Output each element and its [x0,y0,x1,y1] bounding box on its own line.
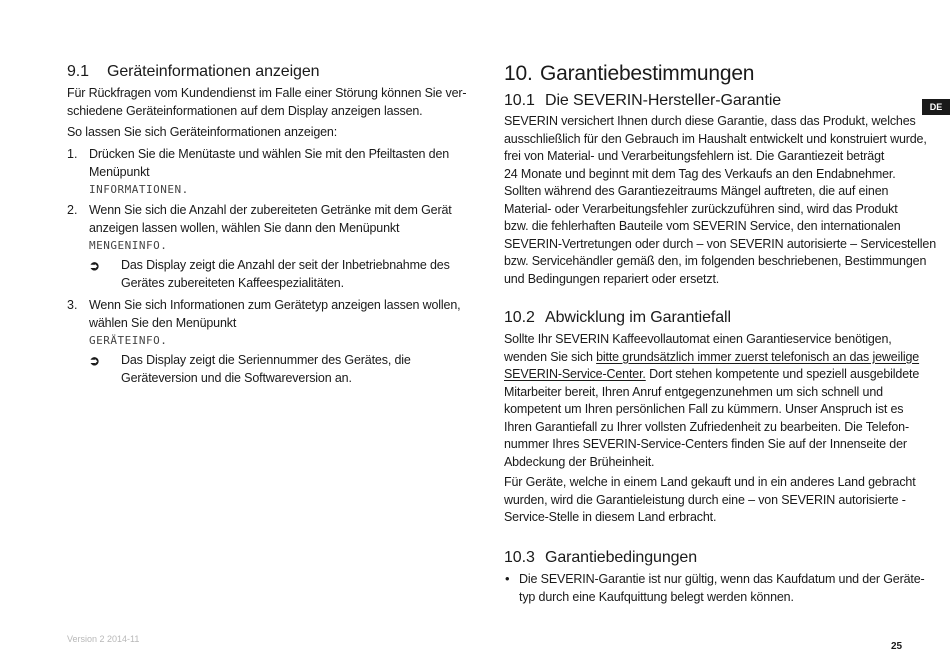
paragraph-line: Material- oder Verarbeitungsfehler zurückzuführen sind, wird das Produkt [504,201,898,216]
step-line: Wenn Sie sich Informationen zum Gerätetyp anzeigen lassen wollen, [89,298,461,312]
step-2-text [89,202,452,255]
chapter-heading-10 [504,62,754,86]
result-arrow-icon: ➲ [89,353,100,368]
paragraph-line: kompetent um Ihren persönlichen Fall zu kümmern. Unser Anspruch ist es [504,402,904,416]
step-number: 1. [67,147,78,161]
step-line: wählen Sie den Menüpunkt [89,315,237,330]
paragraph-line: und Bedingungen repariert oder ersetzt. [504,271,720,286]
paragraph-line: typ durch eine Kaufquittung belegt werden können. [519,589,794,604]
conditions-item [519,571,925,606]
step-3-text [89,297,460,350]
section-heading-10-3 [504,549,697,567]
section-title: Abwicklung im Garantiefall [545,309,731,326]
step-1-text [89,146,449,199]
intro-paragraph [67,85,466,120]
warranty-paragraph [504,113,936,288]
section-number: 10.3 [504,549,535,566]
step-number: 2. [67,203,78,217]
paragraph-line: Die SEVERIN-Garantie ist nur gültig, wenn das Kaufdatum und der Geräte- [519,572,925,586]
menu-code: GERÄTEINFO. [89,334,168,347]
underlined-text: SEVERIN-Service-Center. [504,367,646,381]
paragraph-line: bzw. die fehlerhaften Bauteile vom SEVERIN Service, den internationalen [504,219,901,233]
paragraph-line: 24 Monate und beginnt mit dem Tag des Verkaufs an den Endabnehmer. [504,166,896,181]
section-number: 10.1 [504,92,535,109]
result-line: Das Display zeigt die Anzahl der seit der Inbetriebnahme des [121,258,450,272]
section-title: Garantiebedingungen [545,549,698,566]
paragraph-line [504,349,919,367]
step-line: anzeigen lassen wollen, wählen Sie dann den Menüpunkt [89,220,400,235]
paragraph-line: Abdeckung der Brüheinheit. [504,454,655,469]
paragraph-line: SEVERIN-Vertretungen oder durch – von SEVERIN autorisierte – Servicestellen [504,236,937,251]
result-line: Geräteversion und die Softwareversion an. [121,370,352,385]
step-line: Wenn Sie sich die Anzahl der zubereiteten Getränke mit dem Gerät [89,203,452,217]
section-heading-10-2 [504,309,731,327]
bullet-icon: • [505,571,510,586]
section-heading-9-1 [67,63,319,81]
lead-text: So lassen Sie sich Geräteinformationen anzeigen: [67,125,338,139]
claim-paragraph [504,331,919,471]
language-tab: DE [922,99,950,115]
step-2-result [121,257,450,292]
intro-line: Für Rückfragen vom Kundendienst im Falle einer Störung können Sie ver- [67,86,467,100]
step-line: Menüpunkt [89,164,150,179]
section-heading-10-1 [504,92,781,110]
version-footer: Version 2 2014-11 [67,634,140,644]
paragraph-line: ausschließlich für den Gebrauch im Haushalt entwickelt und konstruiert wurde, [504,131,927,146]
section-title: Geräteinformationen anzeigen [107,63,320,80]
result-line: Das Display zeigt die Seriennummer des Gerätes, die [121,353,411,367]
paragraph-line: frei von Material- und Verarbeitungsfehlern ist. Die Garantiezeit beträgt [504,149,885,163]
page-number: 25 [891,641,903,652]
menu-code: INFORMATIONEN. [89,183,189,196]
paragraph-line: Ihren Garantiefall zu Ihrer vollsten Zufriedenheit zu bearbeiten. Die Telefon- [504,419,909,434]
paragraph-line: wurden, wird die Garantieleistung durch eine – von SEVERIN autorisierte - [504,492,906,507]
step-number: 3. [67,298,78,312]
paragraph-text: Dort stehen kompetente und speziell ausgebildete [645,367,920,381]
paragraph-line: bzw. Servicehändler gemäß den, im folgenden beschriebenen, Bestimmungen [504,254,927,268]
intro-line: schiedene Geräteinformationen auf dem Display anzeigen lassen. [67,103,423,118]
chapter-title: Garantiebestimmungen [540,62,755,85]
result-arrow-icon: ➲ [89,258,100,273]
paragraph-line: Sollte Ihr SEVERIN Kaffeevollautomat einen Garantieservice benötigen, [504,332,892,346]
chapter-number: 10. [504,62,533,85]
section-number: 10.2 [504,309,535,326]
foreign-purchase-paragraph [504,474,916,527]
paragraph-text: wenden Sie sich [504,349,597,364]
paragraph-line [504,366,919,384]
paragraph-line: Service-Stelle in diesem Land erbracht. [504,510,717,524]
step-3-result [121,352,411,387]
paragraph-line: SEVERIN versichert Ihnen durch diese Garantie, dass das Produkt, welches [504,114,916,128]
paragraph-line: nummer Ihres SEVERIN-Service-Centers finden Sie auf der Innenseite der [504,437,907,451]
menu-code: MENGENINFO. [89,239,168,252]
section-number: 9.1 [67,63,89,80]
paragraph-line: Für Geräte, welche in einem Land gekauft und in ein anderes Land gebracht [504,475,916,489]
paragraph-line: Mitarbeiter bereit, Ihren Anruf entgegenzunehmen um sich schnell und [504,384,883,399]
underlined-text: bitte grundsätzlich immer zuerst telefonisch an das jeweilige [596,349,920,364]
step-line: Drücken Sie die Menütaste und wählen Sie mit den Pfeiltasten den [89,147,450,161]
paragraph-line: Sollten während des Garantiezeitraums Mängel auftreten, die auf einen [504,184,889,198]
result-line: Gerätes zubereiteten Kaffeespezialitäten. [121,275,344,290]
section-title: Die SEVERIN-Hersteller-Garantie [545,92,782,109]
